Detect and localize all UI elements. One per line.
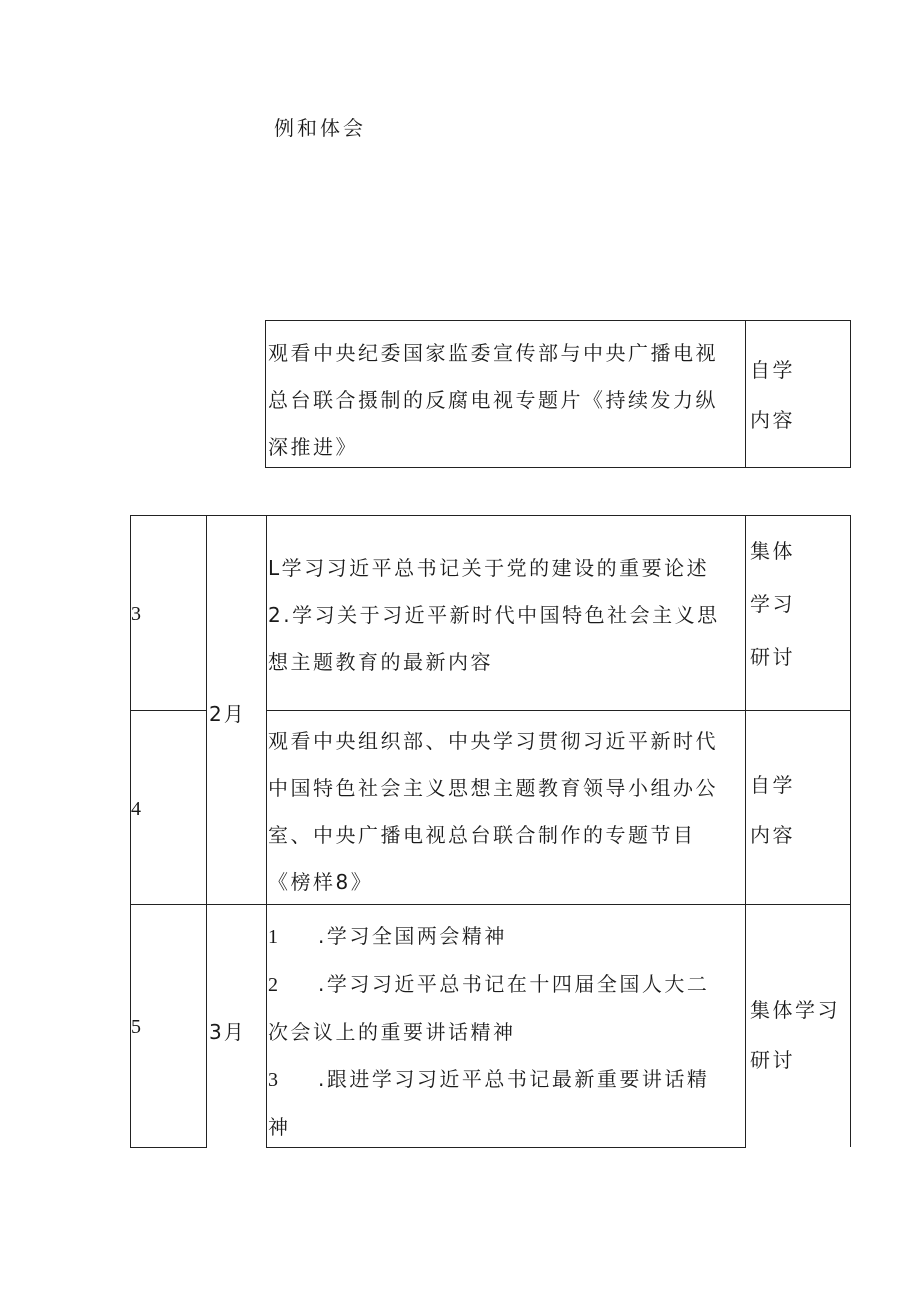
content-line: 中国特色社会主义思想主题教育领导小组办公 xyxy=(268,776,718,800)
row-type xyxy=(750,525,795,684)
content-line: L学习习近平总书记关于党的建设的重要论述 xyxy=(268,556,710,580)
item-number: 3 xyxy=(268,1069,281,1091)
type-line: 集体 xyxy=(750,539,795,563)
table2-row-line xyxy=(130,710,207,711)
table2-col-line xyxy=(850,515,851,1147)
content-line: 观看中央组织部、中央学习贯彻习近平新时代 xyxy=(268,729,718,753)
table2-row-line xyxy=(266,710,851,711)
row-content xyxy=(268,718,718,906)
item-text: 次会议上的重要讲话精神 xyxy=(268,1020,516,1044)
item-text: .跟进学习习近平总书记最新重要讲话精 xyxy=(318,1067,710,1091)
list-item xyxy=(268,961,709,1009)
row-type xyxy=(750,760,795,860)
type-line: 集体学习 xyxy=(750,998,840,1022)
month-label: 3月 xyxy=(209,1020,246,1044)
type-line: 研讨 xyxy=(750,1048,795,1072)
type-line: 自学 xyxy=(750,773,795,797)
month-label: 2月 xyxy=(209,702,246,726)
content-line: 总台联合摄制的反腐电视专题片《持续发力纵 xyxy=(268,388,718,412)
type-line: 学习 xyxy=(750,592,795,616)
row-number: 3 xyxy=(131,603,141,625)
item-number: 2 xyxy=(268,974,281,996)
table2-col-line xyxy=(266,515,267,1147)
type-line: 自学 xyxy=(750,358,795,382)
row-number: 5 xyxy=(131,1016,141,1038)
type-line: 研讨 xyxy=(750,645,795,669)
page-fragment-text: 例和体会 xyxy=(274,116,366,140)
content-line: 室、中央广播电视总台联合制作的专题节目 xyxy=(268,823,696,847)
content-line: 《榜样8》 xyxy=(268,870,374,894)
item-text: .学习全国两会精神 xyxy=(318,924,507,948)
content-line: 想主题教育的最新内容 xyxy=(268,650,493,674)
content-line: 2.学习关于习近平新时代中国特色社会主义思 xyxy=(268,603,720,627)
row-content xyxy=(268,545,720,686)
table2-row-line xyxy=(130,515,851,516)
table2-col-line xyxy=(206,515,207,1147)
type-line: 内容 xyxy=(750,823,795,847)
row-type xyxy=(750,985,840,1085)
row-number: 4 xyxy=(131,798,141,820)
type-line: 内容 xyxy=(750,408,795,432)
list-item xyxy=(268,1009,709,1056)
list-item xyxy=(268,1104,709,1151)
item-text: 神 xyxy=(268,1115,291,1139)
table1-type xyxy=(750,345,795,445)
list-item xyxy=(268,1056,709,1104)
content-line: 观看中央纪委国家监委宣传部与中央广播电视 xyxy=(268,341,718,365)
row-content xyxy=(268,913,709,1151)
item-text: .学习习近平总书记在十四届全国人大二 xyxy=(318,972,710,996)
table1-content xyxy=(268,330,718,471)
content-line: 深推进》 xyxy=(268,435,358,459)
list-item xyxy=(268,913,709,961)
table2-col-line xyxy=(745,515,746,1147)
item-number: 1 xyxy=(268,926,281,948)
table2-row-line xyxy=(130,1147,207,1148)
table1-divider xyxy=(745,320,746,468)
